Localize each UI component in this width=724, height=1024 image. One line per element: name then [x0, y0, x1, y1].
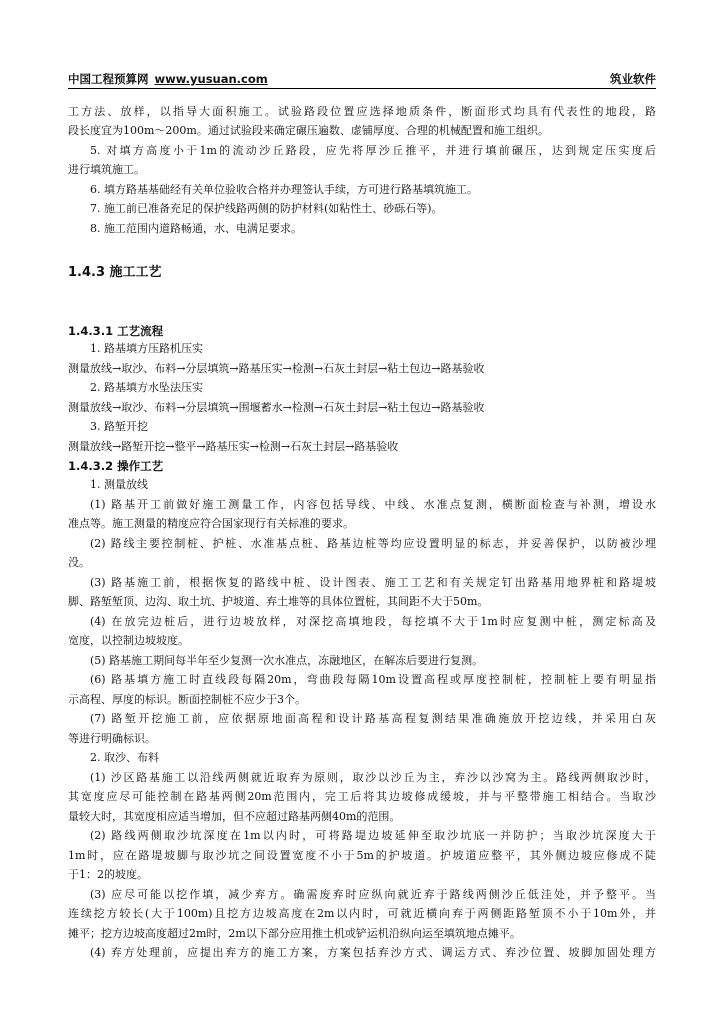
list-item: 6. 填方路基基础经有关单位验收合格并办理签认手续，方可进行路基填筑施工。	[90, 183, 478, 196]
paragraph-line: 准点等。施工测量的精度应符合国家现行有关标准的要求。	[68, 517, 354, 530]
paragraph-line: 5. 对填方高度小于1m的流动沙丘路段，应先将厚沙丘推平，并进行填前碾压，达到规定压实度后	[90, 144, 656, 157]
page-header	[68, 70, 656, 89]
header-company: 筑业软件	[610, 72, 656, 86]
paragraph-line: 其宽度应尽可能控制在路基两侧20m范围内，完工后将其边坡修成缓坡，并与平整带施工相结合。当取沙	[68, 790, 656, 803]
paragraph-line: 于1：2的坡度。	[68, 868, 148, 881]
paragraph-line: (1) 沙区路基施工以沿线两侧就近取弃为原则，取沙以沙丘为主，弃沙以沙窝为主。路线两侧取沙时，	[90, 771, 656, 784]
process-flow: 测量放线→取沙、布料→分层填筑→路基压实→检测→石灰土封层→粘土包边→路基验收	[68, 362, 485, 375]
paragraph-line: 宽度，以控制边坡坡度。	[68, 634, 189, 647]
list-item: 2. 路基填方水坠法压实	[90, 381, 203, 394]
paragraph-line: (3) 路基施工前，根据恢复的路线中桩、设计图表、施工工艺和有关规定钉出路基用地界桩和路堤坡	[90, 576, 656, 589]
paragraph-line: 段长度宜为100m～200m。通过试验段来确定碾压遍数、虚铺厚度、合理的机械配置和施工组织。	[68, 124, 549, 137]
paragraph-line: 没。	[68, 556, 90, 569]
paragraph-line: (7) 路堑开挖施工前，应依据原地面高程和设计路基高程复测结果准确施放开挖边线，并采用白灰	[90, 712, 656, 725]
list-item: 1. 路基填方压路机压实	[90, 342, 203, 355]
paragraph-line: 工方法、放样，以指导大面积施工。试验路段位置应选择地质条件，断面形式均具有代表性的地段，路	[68, 105, 656, 118]
site-name: 中国工程预算网	[68, 72, 149, 86]
header-site	[68, 71, 268, 87]
paragraph-line: 摊平；挖方边坡高度超过2m时，2m以下部分应用推土机或铲运机沿纵向运至填筑地点摊平。	[68, 927, 521, 940]
paragraph-line: 1m时，应在路堤坡脚与取沙坑之间设置宽度不小于5m的护坡道。护坡道应整平，其外侧边坡应修成不陡	[68, 849, 656, 862]
paragraph-line: 脚、路堑堑顶、边沟、取土坑、护坡道、弃土堆等的具体位置桩，其间距不大于50m。	[68, 595, 489, 608]
list-item: 8. 施工范围内道路畅通，水、电满足要求。	[90, 222, 302, 235]
list-item: 1. 测量放线	[90, 478, 148, 491]
section-heading: 1.4.3 施工工艺	[68, 265, 162, 280]
subsection-heading: 1.4.3.1 工艺流程	[68, 324, 164, 338]
paragraph-line: (2) 路线主要控制桩、护桩、水准基点桩、路基边桩等均应设置明显的标志，并妥善保护，以防被沙埋	[90, 537, 656, 550]
paragraph-line: 进行填筑施工。	[68, 163, 145, 176]
list-item: 2. 取沙、布料	[90, 751, 159, 764]
paragraph-line: (6) 路基填方施工时直线段每隔20m，弯曲段每隔10m设置高程或厚度控制桩，控制桩上要有明显指	[90, 673, 656, 686]
paragraph-line: 示高程、厚度的标识。断面控制桩不应少于3个。	[68, 693, 306, 706]
paragraph-line: (1) 路基开工前做好施工测量工作，内容包括导线、中线、水准点复测，横断面检查与补测，增设水	[90, 498, 656, 511]
list-item: 3. 路堑开挖	[90, 420, 148, 433]
paragraph-line: (4) 弃方处理前，应提出弃方的施工方案，方案包括弃沙方式、调运方式、弃沙位置、坡脚加固处理方	[90, 946, 656, 959]
paragraph-line: (5) 路基施工期间每半年至少复测一次水准点，冻融地区，在解冻后要进行复测。	[90, 654, 484, 667]
site-url-link[interactable]: www.yusuan.com	[154, 72, 268, 86]
paragraph-line: 等进行明确标识。	[68, 732, 156, 745]
list-item: 7. 施工前已准备充足的保护线路两侧的防护材料(如粘性土、砂砾石等)。	[90, 202, 443, 215]
paragraph-line: 连续挖方较长(大于100m)且挖方边坡高度在2m以内时，可就近横向弃于两侧距路堑顶不小于10m外，并	[68, 907, 656, 920]
process-flow: 测量放线→取沙、布料→分层填筑→围堰蓄水→检测→石灰土封层→粘土包边→路基验收	[68, 401, 485, 414]
subsection-heading: 1.4.3.2 操作工艺	[68, 459, 164, 473]
paragraph-line: 量较大时，其宽度相应适当增加，但不应超过路基两侧40m的范围。	[68, 810, 401, 823]
paragraph-line: (4) 在放完边桩后，进行边坡放样，对深挖高填地段，每挖填不大于1m时应复测中桩，测定标高及	[90, 615, 656, 628]
paragraph-line: (3) 应尽可能以挖作填，减少弃方。确需废弃时应纵向就近弃于路线两侧沙丘低洼处，并予整平。当	[90, 888, 656, 901]
process-flow: 测量放线→路堑开挖→整平→路基压实→检测→石灰土封层→路基验收	[68, 440, 399, 453]
paragraph-line: (2) 路线两侧取沙坑深度在1m以内时，可将路堤边坡延伸至取沙坑底一并防护；当取沙坑深度大于	[90, 829, 656, 842]
